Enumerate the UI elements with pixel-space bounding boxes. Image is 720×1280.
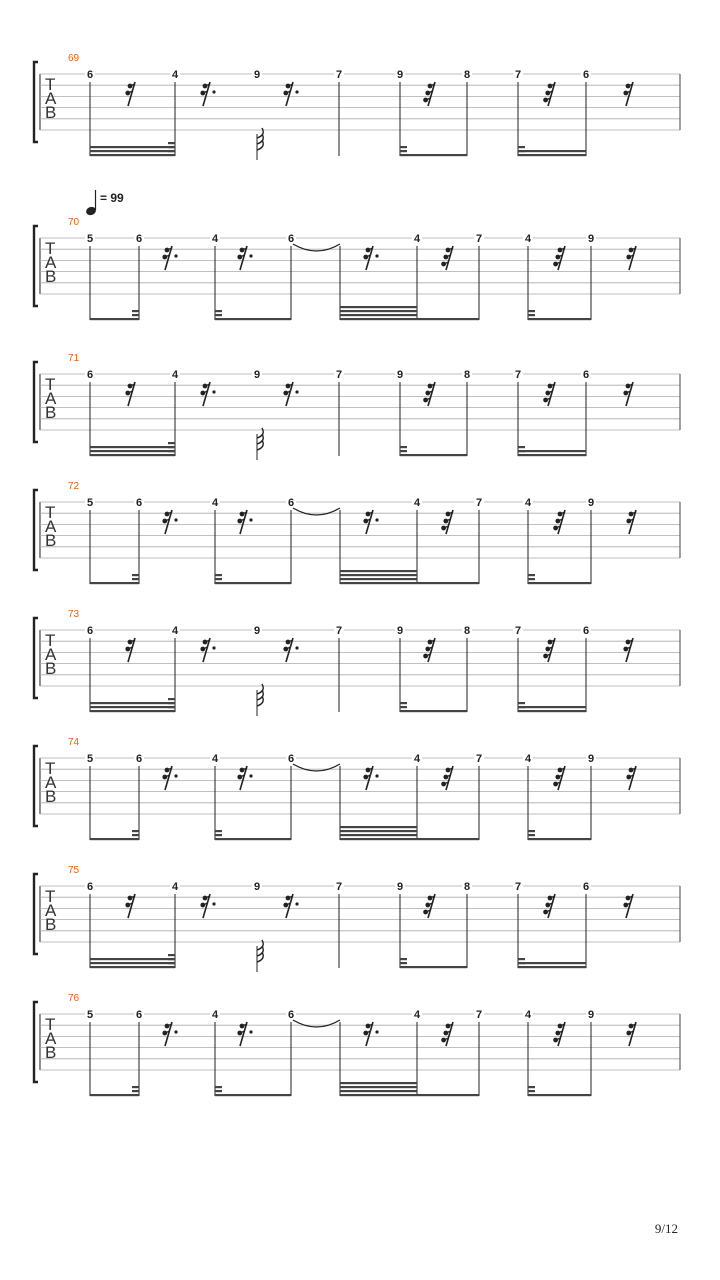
beam-stub <box>168 146 175 148</box>
beam <box>90 154 175 156</box>
fret-number: 5 <box>86 1009 94 1021</box>
system-bracket <box>34 1002 38 1082</box>
beam-stub <box>215 1090 222 1092</box>
fret-number: 6 <box>135 233 143 245</box>
fret-number: 4 <box>211 753 219 765</box>
beam-stub <box>168 150 175 152</box>
beam-stub <box>400 702 407 704</box>
beam-stub <box>400 150 407 152</box>
fret-number: 7 <box>514 881 522 893</box>
beam <box>518 450 586 452</box>
beam <box>340 318 417 320</box>
beam-stub <box>528 1086 535 1088</box>
beam <box>400 710 467 712</box>
system-bracket <box>34 618 38 698</box>
beam-stub <box>132 574 139 576</box>
fret-number: 8 <box>463 369 471 381</box>
tab-clef-letter: B <box>45 659 57 678</box>
system-bracket <box>34 746 38 826</box>
beam-stub <box>132 578 139 580</box>
system-75 <box>34 865 680 972</box>
fret-number: 9 <box>396 369 404 381</box>
fret-number: 9 <box>396 69 404 81</box>
system-69 <box>34 53 680 160</box>
beam <box>400 454 467 456</box>
beam <box>340 310 417 312</box>
fret-number: 4 <box>524 753 532 765</box>
beam-stub <box>518 702 525 704</box>
measure-number: 72 <box>68 481 80 492</box>
measure-number: 70 <box>68 217 80 228</box>
fret-number: 7 <box>514 69 522 81</box>
system-71 <box>34 353 680 460</box>
fret-number: 6 <box>287 753 295 765</box>
beam <box>90 958 175 960</box>
beam <box>528 838 591 840</box>
fret-number: 7 <box>514 369 522 381</box>
beam <box>215 1094 291 1096</box>
beam <box>90 962 175 964</box>
system-bracket <box>34 362 38 442</box>
beam <box>340 838 417 840</box>
fret-number: 7 <box>335 881 343 893</box>
measure-number: 75 <box>68 865 80 876</box>
fret-number: 9 <box>587 497 595 509</box>
fret-number: 4 <box>211 1009 219 1021</box>
fret-number: 9 <box>253 369 261 381</box>
beam-stub <box>168 706 175 708</box>
beam <box>340 1086 417 1088</box>
tie-arc <box>293 764 340 771</box>
beam <box>215 318 291 320</box>
beam-stub <box>400 450 407 452</box>
beam-stub <box>132 314 139 316</box>
beam <box>518 710 586 712</box>
beam-stub <box>215 574 222 576</box>
tab-clef-letter: T <box>45 375 56 394</box>
note-flag <box>257 434 263 444</box>
fret-number: 4 <box>211 497 219 509</box>
note-flag <box>257 696 263 706</box>
fret-number: 6 <box>135 753 143 765</box>
beam <box>528 1094 591 1096</box>
fret-number: 4 <box>524 233 532 245</box>
beam <box>340 1090 417 1092</box>
tab-clef-letter: A <box>45 773 57 792</box>
fret-number: 5 <box>86 233 94 245</box>
beam-stub <box>132 1086 139 1088</box>
beam <box>340 578 417 580</box>
beam <box>340 306 417 308</box>
beam <box>340 574 417 576</box>
measure-number: 76 <box>68 993 80 1004</box>
tab-clef-letter: T <box>45 887 56 906</box>
fret-number: 9 <box>253 69 261 81</box>
tie-arc <box>293 244 340 251</box>
beam-stub <box>528 830 535 832</box>
beam <box>90 1094 139 1096</box>
tab-clef-letter: A <box>45 253 57 272</box>
fret-number: 6 <box>86 369 94 381</box>
beam-stub <box>215 1086 222 1088</box>
tab-clef-letter: B <box>45 531 57 550</box>
system-73 <box>34 609 680 716</box>
beam <box>340 570 417 572</box>
system-70 <box>34 217 680 320</box>
beam <box>90 150 175 152</box>
beam-stub <box>215 314 222 316</box>
fret-number: 9 <box>253 625 261 637</box>
beam-stub <box>518 146 525 148</box>
beam-stub <box>400 446 407 448</box>
note-flag <box>257 684 263 694</box>
tempo-value: = 99 <box>100 191 124 205</box>
beam-stub <box>528 314 535 316</box>
measure-number: 74 <box>68 737 80 748</box>
beam <box>518 154 586 156</box>
system-72 <box>34 481 680 584</box>
beam <box>400 154 467 156</box>
system-bracket <box>34 874 38 954</box>
beam <box>90 838 139 840</box>
fret-number: 7 <box>475 233 483 245</box>
beam-stub <box>400 962 407 964</box>
fret-number: 7 <box>335 69 343 81</box>
measure-number: 71 <box>68 353 80 364</box>
beam <box>417 318 479 320</box>
measure-number: 73 <box>68 609 80 620</box>
beam-stub <box>168 702 175 704</box>
fret-number: 4 <box>413 497 421 509</box>
beam-stub <box>168 958 175 960</box>
tab-clef-letter: T <box>45 503 56 522</box>
fret-number: 9 <box>587 1009 595 1021</box>
beam-stub <box>528 578 535 580</box>
beam <box>90 710 175 712</box>
beam-stub <box>518 706 525 708</box>
beam <box>417 838 479 840</box>
beam <box>400 966 467 968</box>
beam-stub <box>528 1090 535 1092</box>
tab-clef-letter: T <box>45 1015 56 1034</box>
fret-number: 6 <box>287 233 295 245</box>
beam <box>215 838 291 840</box>
system-bracket <box>34 62 38 142</box>
beam-stub <box>528 834 535 836</box>
fret-number: 5 <box>86 753 94 765</box>
system-bracket <box>34 226 38 306</box>
tab-clef-letter: A <box>45 89 57 108</box>
beam <box>340 1082 417 1084</box>
beam <box>340 830 417 832</box>
beam <box>528 582 591 584</box>
beam-stub <box>400 706 407 708</box>
fret-number: 4 <box>171 69 179 81</box>
beam-stub <box>168 962 175 964</box>
measure-number: 69 <box>68 53 80 64</box>
note-flag <box>257 428 263 438</box>
beam <box>340 1094 417 1096</box>
beam-stub <box>518 958 525 960</box>
beam-stub <box>132 310 139 312</box>
beam <box>90 318 139 320</box>
tab-clef-letter: A <box>45 645 57 664</box>
tab-clef-letter: A <box>45 1029 57 1048</box>
beam <box>340 834 417 836</box>
fret-number: 5 <box>86 497 94 509</box>
beam <box>90 706 175 708</box>
beam-stub <box>518 446 525 448</box>
fret-number: 7 <box>475 497 483 509</box>
tie-arc <box>293 1020 340 1027</box>
beam <box>340 314 417 316</box>
beam <box>90 966 175 968</box>
note-flag <box>257 140 263 150</box>
beam <box>518 966 586 968</box>
beam-stub <box>400 146 407 148</box>
note-flag <box>257 134 263 144</box>
tab-clef-letter: B <box>45 915 57 934</box>
tie-arc <box>293 508 340 515</box>
fret-number: 6 <box>582 881 590 893</box>
fret-number: 9 <box>396 881 404 893</box>
fret-number: 8 <box>463 69 471 81</box>
fret-number: 6 <box>86 881 94 893</box>
tab-clef-letter: A <box>45 901 57 920</box>
fret-number: 9 <box>587 753 595 765</box>
page-number: 9/12 <box>654 1221 678 1236</box>
fret-number: 4 <box>413 753 421 765</box>
beam <box>518 706 586 708</box>
beam-stub <box>168 450 175 452</box>
note-flag <box>257 952 263 962</box>
beam <box>518 454 586 456</box>
beam <box>340 582 417 584</box>
fret-number: 9 <box>587 233 595 245</box>
note-flag <box>257 128 263 138</box>
fret-number: 7 <box>514 625 522 637</box>
fret-number: 4 <box>413 1009 421 1021</box>
tab-clef-letter: B <box>45 1043 57 1062</box>
beam-stub <box>528 574 535 576</box>
beam-stub <box>518 150 525 152</box>
system-74 <box>34 737 680 840</box>
tab-clef-letter: B <box>45 103 57 122</box>
note-flag <box>257 440 263 450</box>
beam-stub <box>132 1090 139 1092</box>
beam-stub <box>400 958 407 960</box>
tab-clef-letter: A <box>45 517 57 536</box>
beam-stub <box>168 698 175 700</box>
fret-number: 6 <box>86 69 94 81</box>
system-bracket <box>34 490 38 570</box>
tempo-marking <box>85 190 124 216</box>
note-flag <box>257 940 263 950</box>
fret-number: 4 <box>413 233 421 245</box>
fret-number: 9 <box>253 881 261 893</box>
beam <box>90 450 175 452</box>
beam-stub <box>168 446 175 448</box>
beam-stub <box>132 834 139 836</box>
beam-stub <box>215 834 222 836</box>
beam-stub <box>132 830 139 832</box>
fret-number: 7 <box>475 753 483 765</box>
fret-number: 6 <box>582 625 590 637</box>
fret-number: 8 <box>463 881 471 893</box>
tab-clef-letter: B <box>45 787 57 806</box>
fret-number: 4 <box>524 1009 532 1021</box>
fret-number: 4 <box>524 497 532 509</box>
fret-number: 7 <box>335 625 343 637</box>
tab-clef-letter: T <box>45 75 56 94</box>
tab-clef-letter: B <box>45 403 57 422</box>
fret-number: 6 <box>135 1009 143 1021</box>
beam <box>90 702 175 704</box>
beam-stub <box>215 578 222 580</box>
beam <box>518 150 586 152</box>
beam <box>90 146 175 148</box>
fret-number: 6 <box>135 497 143 509</box>
fret-number: 7 <box>335 369 343 381</box>
beam <box>90 454 175 456</box>
fret-number: 8 <box>463 625 471 637</box>
beam <box>417 582 479 584</box>
beam-stub <box>168 442 175 444</box>
fret-number: 9 <box>396 625 404 637</box>
fret-number: 6 <box>287 497 295 509</box>
fret-number: 4 <box>171 881 179 893</box>
fret-number: 6 <box>86 625 94 637</box>
beam-stub <box>215 830 222 832</box>
beam-stub <box>528 310 535 312</box>
fret-number: 4 <box>171 625 179 637</box>
tab-clef-letter: T <box>45 631 56 650</box>
fret-number: 4 <box>211 233 219 245</box>
fret-number: 6 <box>582 369 590 381</box>
beam <box>417 1094 479 1096</box>
beam <box>340 826 417 828</box>
note-flag <box>257 690 263 700</box>
beam-stub <box>215 310 222 312</box>
fret-number: 7 <box>475 1009 483 1021</box>
system-76 <box>34 993 680 1096</box>
fret-number: 4 <box>171 369 179 381</box>
beam-stub <box>168 142 175 144</box>
fret-number: 6 <box>287 1009 295 1021</box>
beam <box>528 318 591 320</box>
beam <box>215 582 291 584</box>
fret-number: 6 <box>582 69 590 81</box>
beam <box>90 582 139 584</box>
tab-clef-letter: A <box>45 389 57 408</box>
beam-stub <box>168 954 175 956</box>
tab-clef-letter: T <box>45 759 56 778</box>
tab-clef-letter: B <box>45 267 57 286</box>
tab-clef-letter: T <box>45 239 56 258</box>
beam-stub <box>518 450 525 452</box>
beam-stub <box>518 962 525 964</box>
note-flag <box>257 946 263 956</box>
beam <box>90 446 175 448</box>
beam <box>518 962 586 964</box>
